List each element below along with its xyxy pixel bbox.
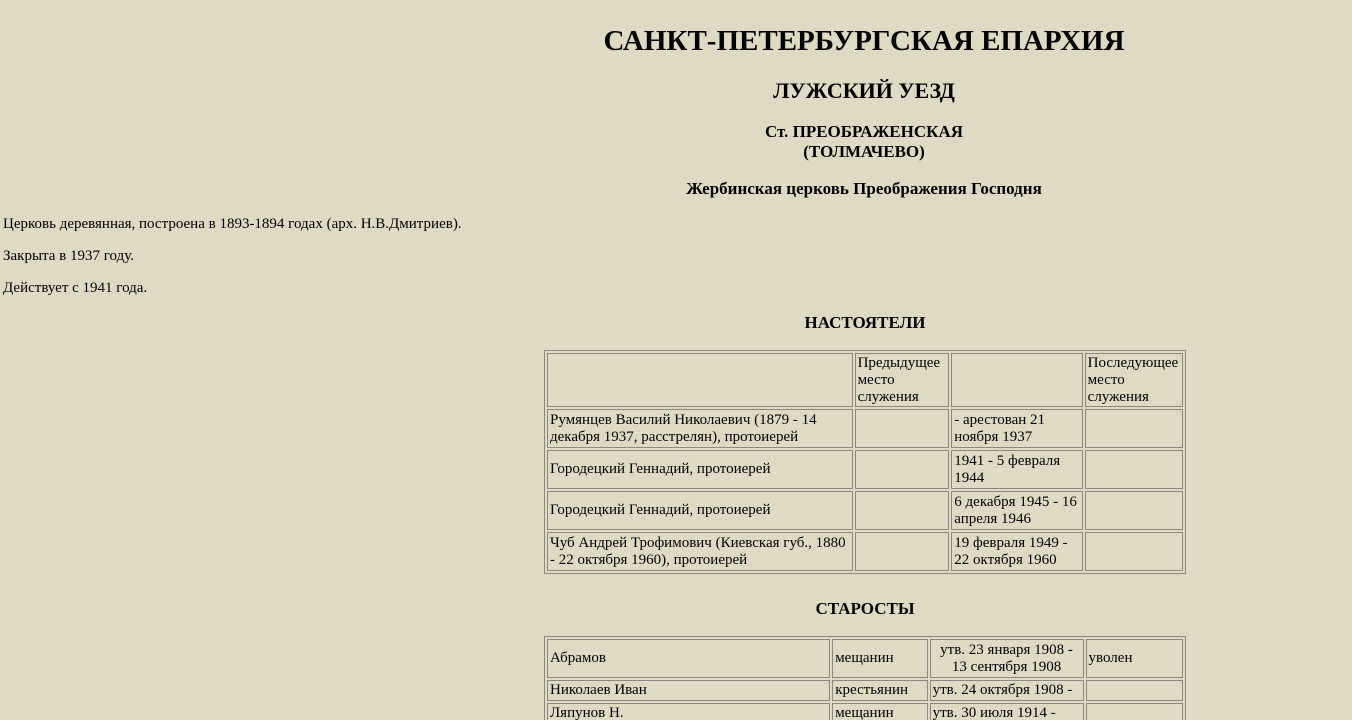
header-cell: Предыдущее место служения [855, 353, 950, 407]
table-cell [1085, 491, 1183, 530]
table-cell [1085, 450, 1183, 489]
table-row [547, 639, 1183, 678]
elders-table [544, 636, 1186, 720]
table-row [547, 703, 1183, 720]
rectors-table [544, 350, 1186, 574]
table-cell [1086, 680, 1183, 701]
table-cell: Румянцев Василий Николаевич (1879 - 14 декабря 1937, расстрелян), протоиерей [547, 409, 853, 448]
table-cell: утв. 30 июля 1914 - [930, 703, 1084, 720]
church-title: Жербинская церковь Преображения Господня [686, 179, 1042, 198]
table-cell [1085, 409, 1183, 448]
table-row [547, 409, 1183, 448]
table-cell [855, 491, 950, 530]
table-cell [855, 409, 950, 448]
built-paragraph: Церковь деревянная, построена в 1893-1894 годах (арх. Н.В.Дмитриев). [3, 216, 462, 232]
table-cell: крестьянин [832, 680, 927, 701]
table-row [547, 491, 1183, 530]
table-cell: уволен [1086, 639, 1183, 678]
table-row [547, 680, 1183, 701]
table-cell: мещанин [832, 639, 927, 678]
station-title [378, 122, 1350, 162]
table-cell: Чуб Андрей Трофимович (Киевская губ., 1880 - 22 октября 1960), протоиерей [547, 532, 853, 571]
active-paragraph: Действует с 1941 года. [3, 280, 148, 296]
table-cell: Абрамов [547, 639, 830, 678]
table-cell: Николаев Иван [547, 680, 830, 701]
table-cell: мещанин [832, 703, 927, 720]
station-alt-name: (ТОЛМАЧЕВО) [803, 142, 925, 161]
header-cell: Последующее место служения [1085, 353, 1183, 407]
table-cell: Городецкий Геннадий, протоиерей [547, 450, 853, 489]
table-cell: - арестован 21 ноября 1937 [951, 409, 1082, 448]
table-cell [1086, 703, 1183, 720]
header-cell [547, 353, 853, 407]
table-cell: 6 декабря 1945 - 16 апреля 1946 [951, 491, 1082, 530]
table-cell: утв. 23 января 1908 - 13 сентября 1908 [930, 639, 1084, 678]
uezd-title: ЛУЖСКИЙ УЕЗД [773, 78, 955, 103]
closed-paragraph: Закрыта в 1937 году. [3, 248, 134, 264]
table-cell: 1941 - 5 февраля 1944 [951, 450, 1082, 489]
header-cell [951, 353, 1082, 407]
table-row [547, 450, 1183, 489]
table-cell [1085, 532, 1183, 571]
table-cell [855, 450, 950, 489]
table-cell: Городецкий Геннадий, протоиерей [547, 491, 853, 530]
elders-heading: СТАРОСТЫ [815, 599, 915, 618]
table-cell: Ляпунов Н. [547, 703, 830, 720]
table-row [547, 532, 1183, 571]
table-cell [855, 532, 950, 571]
table-cell: утв. 24 октября 1908 - [930, 680, 1084, 701]
rectors-heading: НАСТОЯТЕЛИ [804, 313, 926, 332]
eparchy-title: САНКТ-ПЕТЕРБУРГСКАЯ ЕПАРХИЯ [603, 25, 1125, 57]
station-name: Ст. ПРЕОБРАЖЕНСКАЯ [764, 122, 964, 141]
table-cell: 19 февраля 1949 - 22 октября 1960 [951, 532, 1082, 571]
table-header-row [547, 353, 1183, 407]
